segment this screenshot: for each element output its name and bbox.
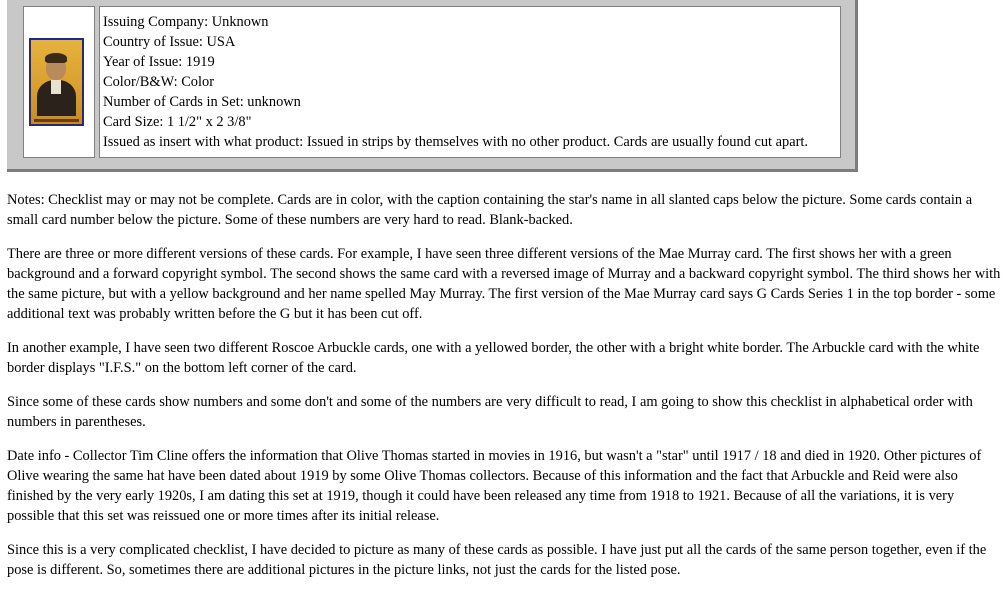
card-figure-hair: [45, 53, 67, 63]
notes-paragraph: Notes: Checklist may or may not be complete. Cards are in color, with the caption containing the star's name in all slanted caps below the picture. Some cards contain a small card number below the picture. Some of these numbers are very hard to read. Blank-backed.: [7, 192, 973, 228]
notes-paragraph: There are three or more different versions of these cards. For example, I have seen three different versions of the Mae Murray card. The first shows her with a green background and a forward copyright symbol. The second shows the same card with a reversed image of Murray and a backward copyright symbol. The third shows her with the same picture, but with a yellow background and her name spelled May Murray. The first version of the Mae Murray card says G Cards Series 1 in the top border - some additional text was probably written before the G but it has been cut off.: [7, 246, 1001, 322]
notes-paragraph: Date info - Collector Tim Cline offers the information that Olive Thomas started in movies in 1916, but wasn't a "star" until 1917 / 18 and died in 1920. Other pictures of Olive wearing the same hat have been dated about 1919 by some Olive Thomas collectors. Because of this information and the fact that Arbuckle and Reid were also finished by the very early 1920s, I am dating this set at 1919, though it could have been released any time from 1918 to 1921. Because of all the variations, it is very possible that this set was reissued one or more times after its initial release.: [7, 448, 982, 524]
year-of-issue: Year of Issue: 1919: [103, 54, 215, 70]
card-size: Card Size: 1 1/2" x 2 3/8": [103, 114, 252, 130]
card-thumbnail-image[interactable]: [29, 38, 84, 126]
country-of-issue: Country of Issue: USA: [103, 34, 236, 50]
color-bw: Color/B&W: Color: [103, 74, 214, 90]
card-caption-strip: [34, 119, 79, 122]
card-thumbnail-cell: [23, 6, 95, 158]
set-details-cell: [99, 6, 841, 158]
number-of-cards: Number of Cards in Set: unknown: [103, 94, 301, 110]
card-figure-collar: [51, 80, 61, 94]
notes-paragraph: Since some of these cards show numbers and some don't and some of the numbers are very difficult to read, I am going to show this checklist in alphabetical order with numbers in parentheses.: [7, 394, 973, 430]
notes-paragraph: In another example, I have seen two different Roscoe Arbuckle cards, one with a yellowed border, the other with a bright white border. The Arbuckle card with the white border displays "I.F.S." on the bottom left corner of the card.: [7, 340, 980, 376]
notes-section: [7, 190, 1001, 594]
insert-product: Issued as insert with what product: Issued in strips by themselves with no other product. Cards are usually found cut apart.: [103, 134, 809, 150]
set-info-table: [7, 0, 858, 172]
notes-paragraph: Since this is a very complicated checklist, I have decided to picture as many of these cards as possible. I have just put all the cards of the same person together, even if the pose is different. So, sometimes there are additional pictures in the picture links, not just the cards for the listed pose.: [7, 542, 987, 578]
issuing-company: Issuing Company: Unknown: [103, 14, 269, 30]
